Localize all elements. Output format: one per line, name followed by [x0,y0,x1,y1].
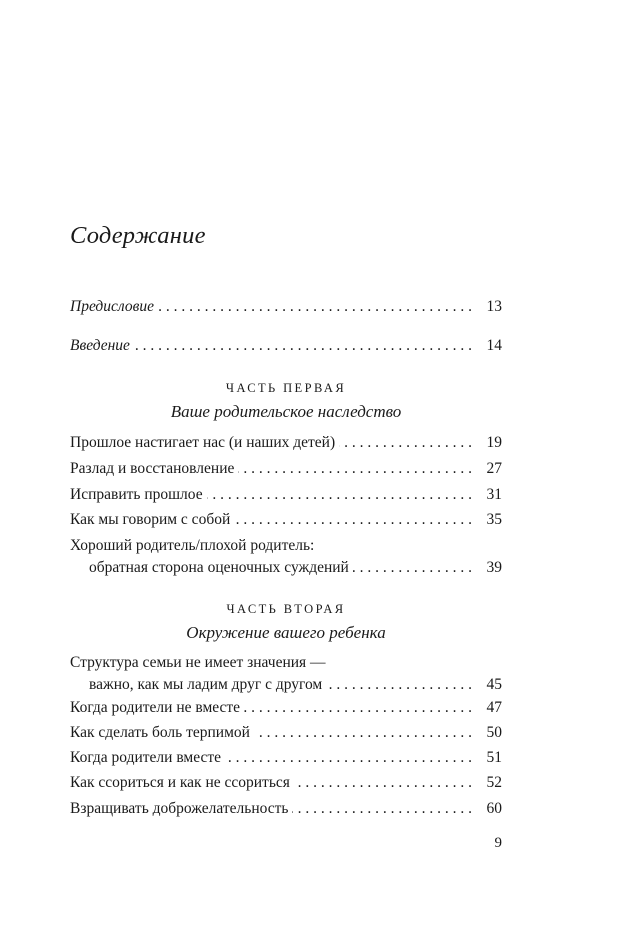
toc-entry [70,432,502,454]
dot-leader [134,335,472,357]
entry-label: Исправить прошлое [70,486,203,503]
toc-entry [70,697,502,719]
dot-leader [292,798,472,820]
toc-page [70,0,502,927]
entry-label: Как сделать боль терпимой [70,724,250,741]
entry-label: Разлад и восстановление [70,460,235,477]
entry-label: Взращивать доброжелательность [70,800,289,817]
entry-page: 52 [486,774,502,791]
entry-page: 35 [486,511,502,528]
part-2-title: Окружение вашего ребенка [186,623,386,642]
toc-entry [70,772,502,794]
dot-leader [326,674,472,696]
entry-page: 13 [486,298,502,315]
entry-label: Как мы говорим с собой [70,511,231,528]
entry-page: 47 [486,699,502,716]
entry-page: 45 [486,676,502,693]
entry-page: 31 [486,486,502,503]
dot-leader [234,509,472,531]
entry-page: 19 [486,434,502,451]
entry-page: 39 [486,559,502,576]
toc-entry [70,458,502,480]
toc-entry [70,484,502,506]
dot-leader [225,747,472,769]
dot-leader [207,484,472,506]
toc-entry [70,747,502,769]
entry-page: 60 [486,800,502,817]
entry-label: Структура семьи не имеет значения — [70,654,326,671]
entry-page: 14 [486,337,502,354]
dot-leader [294,772,472,794]
entry-label: Введение [70,337,130,354]
dot-leader [353,557,472,579]
entry-label: Когда родители вместе [70,749,221,766]
entry-page: 51 [486,749,502,766]
entry-page: 27 [486,460,502,477]
toc-entry-multiline [70,535,502,579]
toc-entry-multiline [70,652,502,696]
dot-leader [158,296,472,318]
part-2-label: ЧАСТЬ ВТОРАЯ [226,602,346,616]
dot-leader [238,458,472,480]
entry-label: Предисловие [70,298,154,315]
dot-leader [339,432,472,454]
entry-label-continued: важно, как мы ладим друг с другом [89,676,323,693]
entry-label: Как ссориться и как не ссориться [70,774,290,791]
toc-entry-introduction [70,335,502,357]
toc-title: Содержание [70,222,206,249]
part-1-label: ЧАСТЬ ПЕРВАЯ [225,381,347,395]
entry-page: 50 [486,724,502,741]
entry-label: Прошлое настигает нас (и наших детей) [70,434,336,451]
entry-label: Когда родители не вместе [70,699,241,716]
entry-label-continued: обратная сторона оценочных суждений [89,559,349,576]
dot-leader [244,697,472,719]
toc-entry-preface [70,296,502,318]
page-number: 9 [494,835,502,851]
part-1-title: Ваше родительское наследство [170,402,402,421]
toc-entry [70,722,502,744]
entry-label: Хороший родитель/плохой родитель: [70,537,315,554]
toc-entry [70,509,502,531]
dot-leader [254,722,472,744]
toc-entry [70,798,502,820]
